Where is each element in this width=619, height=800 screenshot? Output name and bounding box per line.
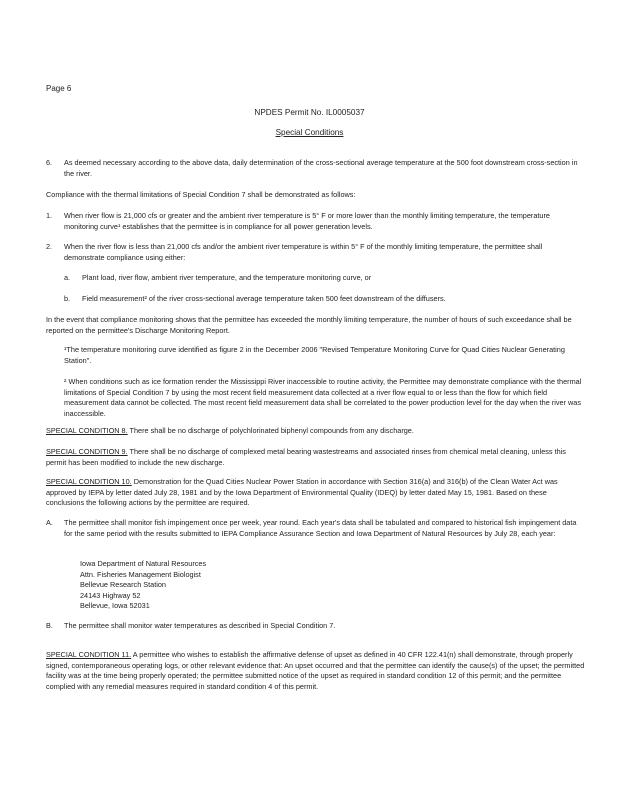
- address-line: 24143 Highway 52: [80, 590, 141, 600]
- item-b-label: B.: [46, 621, 53, 630]
- special-condition-11: [46, 650, 586, 692]
- page-number: Page 6: [46, 84, 72, 93]
- footnote-1: ¹The temperature monitoring curve identified as figure 2 in the December 2006 "Revised Temperature Monitoring Curve for Quad Cities Nuclear Generating Station".: [64, 345, 565, 365]
- special-condition-11-text: A permittee who wishes to establish the affirmative defense of upset as defined in 40 CFR 122.41(n) shall demonstrate, through properly signed, contemporaneous operating logs, or other relevant evidence that: An upset occurred and that the permittee can identify the cause(s) of the upset; the permitted facility was at the time being properly operated; the permittee submitted notice of the upset as required in standard condition 12 of this permit; and the permittee complied with any remedial measures required in standard condition 4 of this permit.: [46, 650, 585, 691]
- special-condition-8-label: SPECIAL CONDITION 8.: [46, 426, 128, 435]
- address-line: Iowa Department of Natural Resources: [80, 559, 207, 568]
- address-line: Attn. Fisheries Management Biologist: [80, 569, 201, 579]
- special-condition-9: [46, 447, 586, 468]
- permit-title: NPDES Permit No. IL0005037: [254, 108, 365, 117]
- address-block: [80, 559, 206, 612]
- item-6-text: As deemed necessary according to the above data, daily determination of the cross-sectional average temperature at the 500 foot downstream cross-section in the river.: [64, 158, 578, 178]
- special-condition-10-label: SPECIAL CONDITION 10.: [46, 477, 132, 486]
- item-1-label: 1.: [46, 211, 53, 220]
- address-line: Bellevue, Iowa 52031: [80, 601, 150, 611]
- item-b-text: The permittee shall monitor water temperatures as described in Special Condition 7.: [64, 621, 336, 630]
- address-line: Bellevue Research Station: [80, 580, 166, 590]
- item-a-text: The permittee shall monitor fish impingement once per week, year round. Each year's data shall be tabulated and compared to historical fish impingement data for the same period with the results submitted to IEPA Compliance Assurance Section and Iowa Department of Natural Resources by July 28, each year:: [64, 518, 577, 538]
- special-condition-9-text: There shall be no discharge of complexed metal bearing wastestreams and associated rinses from chemical metal cleaning, unless this permit has been modified to include the new discharge.: [46, 447, 566, 467]
- section-title: Special Conditions: [275, 128, 344, 137]
- item-2a-text: Plant load, river flow, ambient river temperature, and the temperature monitoring curve, or: [82, 273, 372, 282]
- item-2b-label: b.: [64, 294, 71, 303]
- special-condition-9-label: SPECIAL CONDITION 9.: [46, 447, 128, 456]
- special-condition-11-label: SPECIAL CONDITION 11.: [46, 650, 132, 659]
- item-6-label: 6.: [46, 158, 53, 167]
- item-2-text: When the river flow is less than 21,000 cfs and/or the ambient river temperature is within 5° F of the monthly limiting temperature, the permittee shall demonstrate compliance using either:: [64, 242, 543, 262]
- exceedance-paragraph: In the event that compliance monitoring shows that the permittee has exceeded the monthly limiting temperature, the number of hours of such exceedance shall be reported on the permittee's Discharge Monitoring Report.: [46, 315, 572, 335]
- special-condition-8: [46, 426, 586, 437]
- special-condition-10: [46, 477, 586, 509]
- item-1-text: When river flow is 21,000 cfs or greater and the ambient river temperature is 5° F or more lower than the monthly limiting temperature, the temperature monitoring curve¹ establishes that the permittee is in compliance for all power generation levels.: [64, 211, 550, 231]
- item-a-label: A.: [46, 518, 53, 527]
- special-condition-10-text: Demonstration for the Quad Cities Nuclear Power Station in accordance with Section 316(a) and 316(b) of the Clean Water Act was approved by IEPA by letter dated July 28, 1981 and by the Iowa Department of Environmental Quality (IDEQ) by letter dated May 15, 1981. Based on these conclusions the following actions by the permittee are required.: [46, 477, 558, 508]
- item-2-label: 2.: [46, 242, 53, 251]
- item-2b-text: Field measurement² of the river cross-sectional average temperature taken 500 feet downstream of the diffusers.: [82, 294, 446, 303]
- special-condition-8-text: There shall be no discharge of polychlorinated biphenyl compounds from any discharge.: [129, 426, 414, 435]
- compliance-intro: Compliance with the thermal limitations of Special Condition 7 shall be demonstrated as follows:: [46, 190, 356, 199]
- item-2a-label: a.: [64, 273, 71, 282]
- footnote-2: ² When conditions such as ice formation render the Mississippi River inaccessible to routine activity, the Permittee may demonstrate compliance with the thermal limitations of Special Condition 7 by using the most recent field measurement data collected at a river flow equal to or less than the flow for which field measurement data cannot be collected. The most recent field measurement data shall be correlated to the power production level for the day when the river was inaccessible.: [64, 377, 582, 418]
